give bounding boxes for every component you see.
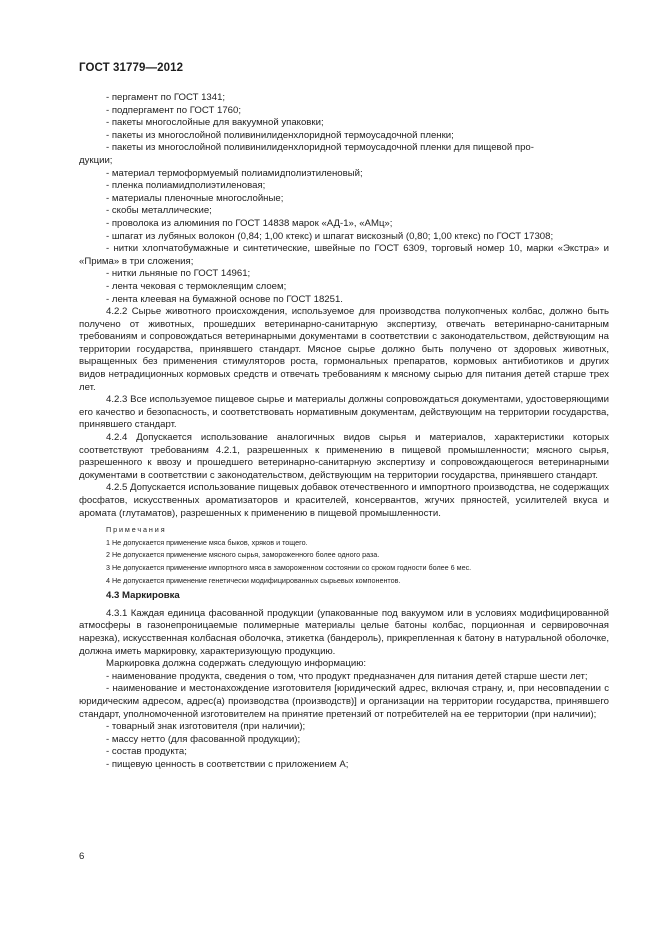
standard-header: ГОСТ 31779—2012: [79, 62, 184, 74]
document-page: [79, 62, 609, 771]
section-heading: 4.3 Маркировка: [106, 590, 180, 602]
paragraph-4-2-5: 4.2.5 Допускается использование пищевых добавок отечественного и импортного производства, не содержащих фосфатов, искусственных ароматизаторов и красителей, консервантов, жгучих пряностей, усилителей вкуса и аромата (глутаматов), разрешенных к применению в пищевой промышленности.: [79, 482, 609, 519]
paragraph-4-3-1: 4.3.1 Каждая единица фасованной продукции (упакованные под вакуумом или в условиях модифицированной атмосферы в газонепроницаемые полимерные материалы целые батоны колбас, порционная и сервировочная нарезка), искусственная колбасная оболочка, этикетка (бандероль), прикрепленная к батону в натуральной оболочке, должна иметь маркировку, характеризующую продукцию.: [79, 607, 609, 657]
list-item: - нитки льняные по ГОСТ 14961;: [106, 268, 251, 280]
list-item: - пакеты многослойные для вакуумной упаковки;: [106, 117, 324, 129]
page-number: 6: [79, 851, 85, 862]
list-item: - проволока из алюминия по ГОСТ 14838 марок «АД-1», «АМц»;: [106, 217, 393, 229]
list-item: - пакеты из многослойной поливинилиденхлоридной термоусадочной пленки для пищевой про-: [106, 142, 534, 154]
list-item: - подпергамент по ГОСТ 1760;: [106, 104, 242, 116]
list-item-continuation: дукции;: [79, 154, 113, 166]
list-item: - шпагат из лубяных волокон (0,84; 1,00 ктекс) и шпагат вискозный (0,80; 1,00 ктекс) по ГОСТ 17308;: [106, 230, 554, 242]
list-item: - скобы металлические;: [106, 205, 212, 217]
list-item: - пищевую ценность в соответствии с приложением А;: [106, 758, 349, 770]
paragraph-4-2-4: 4.2.4 Допускается использование аналогичных видов сырья и материалов, характеристики которых соответствуют требованиям 4.2.1, разрешенных к применению в пищевой промышленности; мясного сырья, разрешенного к ввозу и прошедшего ветеринарно-санитарную экспертизу и сопровождающегося ветеринарными документами в соответствии с законодательством, действующим на территории государства, принявшего стандарт.: [79, 432, 609, 481]
document-body: [79, 92, 609, 771]
list-item: - материал термоформуемый полиамидполиэтиленовый;: [106, 167, 363, 179]
list-item: - наименование и местонахождение изготовителя [юридический адрес, включая страну, и, при несовпадении с юридическим адресом, адрес(а) производства (производств)] и организации на территории государства, принявшего стандарт, уполномоченной изготовителем на принятие претензий от потребителей на ее территории (при наличии);: [79, 683, 609, 720]
paragraph-4-2-3: 4.2.3 Все используемое пищевое сырье и материалы должны сопровождаться документами, удостоверяющими его качество и безопасность, и соответствовать нормативным документам, действующим на территории государства, принявшего стандарт.: [79, 394, 609, 431]
list-item: - материалы пленочные многослойные;: [106, 192, 284, 204]
notes-block: [79, 524, 609, 587]
list-item: - нитки хлопчатобумажные и синтетические, швейные по ГОСТ 6309, торговый номер 10, марки «Экстра» и «Прима» в три сложения;: [79, 243, 609, 267]
paragraph-marking-intro: Маркировка должна содержать следующую информацию:: [106, 658, 367, 670]
list-item: - наименование продукта, сведения о том, что продукт предназначен для питания детей старше шести лет;: [106, 670, 588, 682]
list-item: - массу нетто (для фасованной продукции);: [106, 733, 301, 745]
note-item: 3 Не допускается применение импортного мяса в замороженном состоянии со сроком годности более 6 мес.: [106, 562, 472, 572]
note-item: 2 Не допускается применение мясного сырья, замороженного более одного раза.: [106, 550, 380, 560]
list-item: - лента чековая с термоклеящим слоем;: [106, 280, 287, 292]
notes-title: Примечания: [106, 525, 167, 535]
note-item: 1 Не допускается применение мяса быков, хряков и тощего.: [106, 537, 308, 547]
list-item: - лента клеевая на бумажной основе по ГОСТ 18251.: [106, 293, 343, 305]
list-item: - состав продукта;: [106, 746, 187, 758]
paragraph-4-2-2: 4.2.2 Сырье животного происхождения, используемое для производства полукопченых колбас, должно быть получено от животных, прошедших ветеринарно-санитарную экспертизу, отвечать ветеринарно-санитарным требованиям и сопровождаться ветеринарными документами в соответствии с законодательством, действующим на территории государства, принявшего стандарт. Мясное сырье должно быть получено от здоровых животных, выращенных без применения стимуляторов роста, гормональных препаратов, кормовых антибиотиков и других видов нетрадиционных кормовых средств и отвечать требованиям к мясному сырью для питания детей старше трех лет.: [79, 306, 609, 393]
list-item: - пакеты из многослойной поливинилиденхлоридной термоусадочной пленки;: [106, 129, 454, 141]
note-item: 4 Не допускается применение генетически модифицированных сырьевых компонентов.: [106, 575, 401, 585]
list-item: - товарный знак изготовителя (при наличии);: [106, 721, 306, 733]
list-item: - пергамент по ГОСТ 1341;: [106, 92, 226, 103]
list-item: - пленка полиамидполиэтиленовая;: [106, 180, 266, 192]
